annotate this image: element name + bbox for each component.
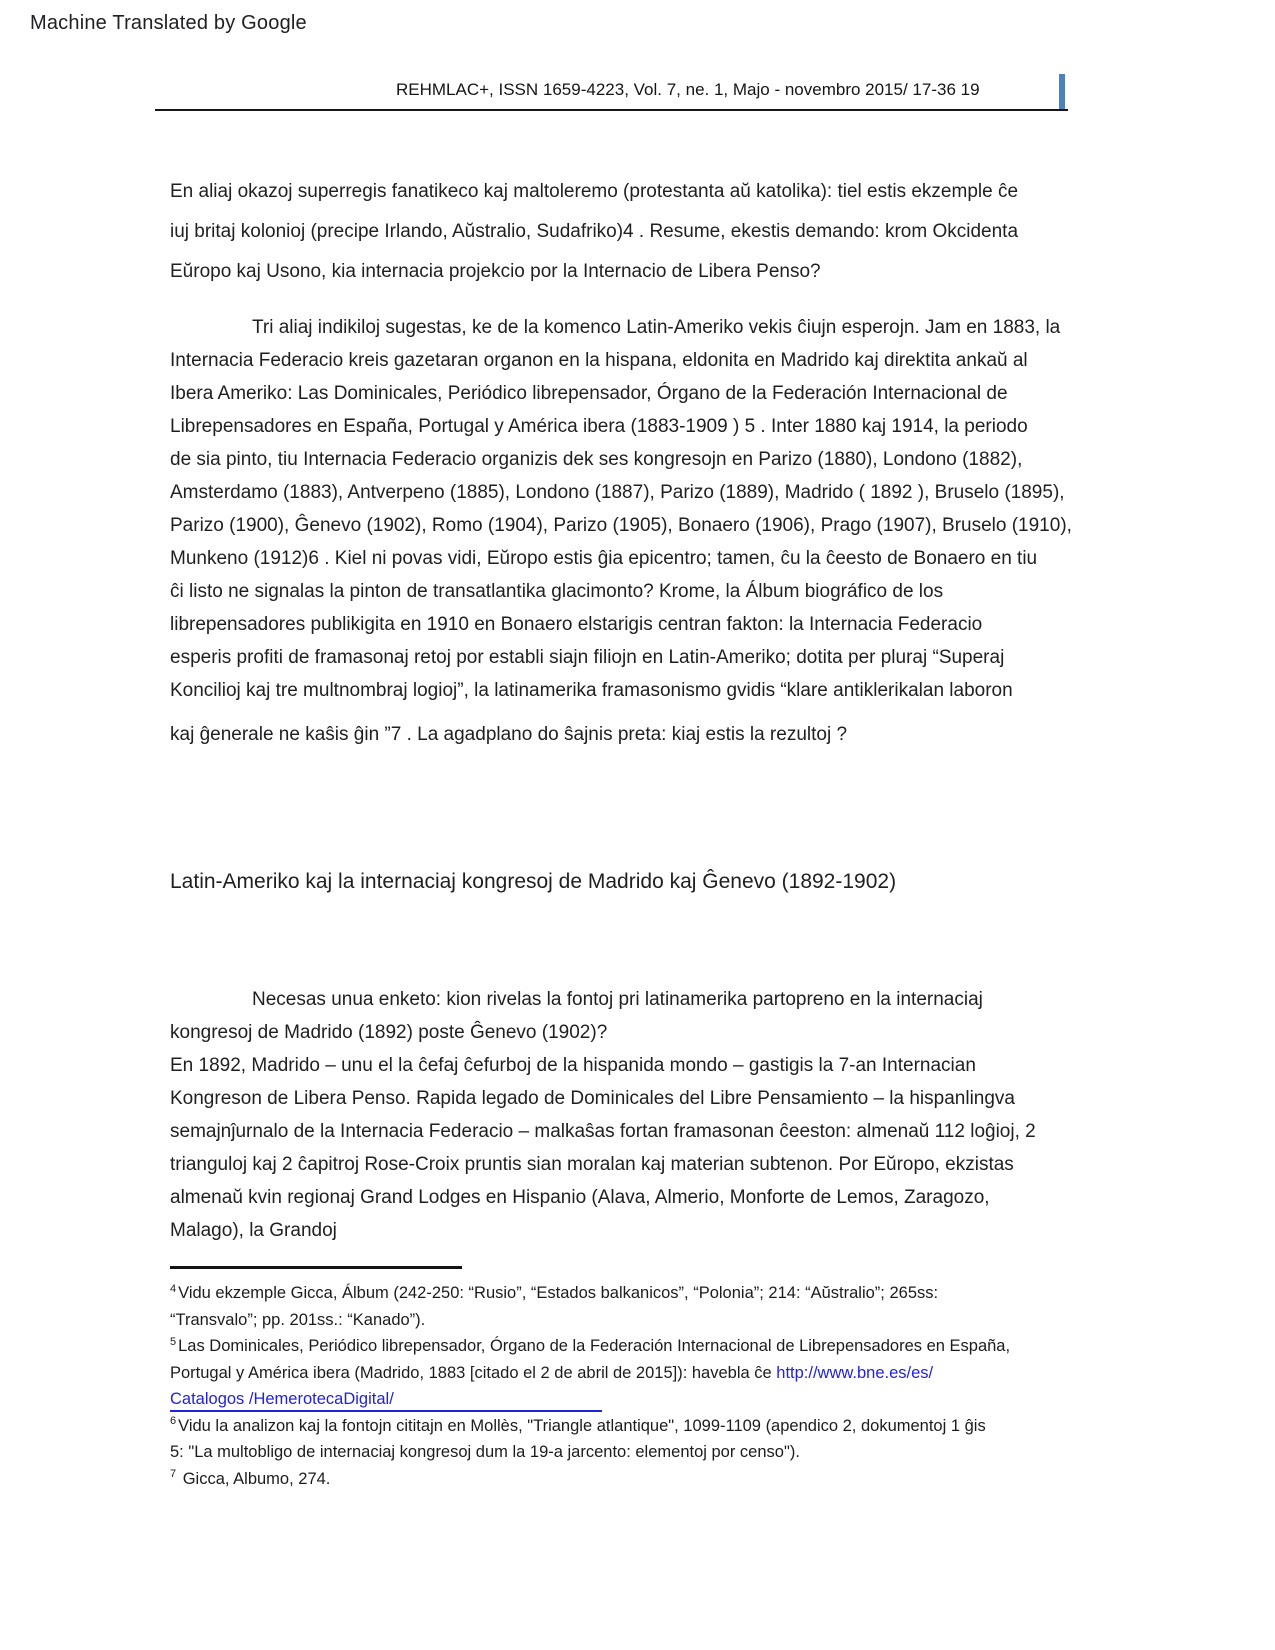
footnote-6-line-1 [170,1413,1110,1440]
text-line: de sia pinto, tiu Internacia Federacio organizis dek ses kongresojn en Parizo (1880), Londono (1882), [170,449,1023,470]
text-line: Malago), la Grandoj [170,1220,337,1241]
text-line: librepensadores publikigita en 1910 en Bonaero elstarigis centran fakton: la Internacia Federacio [170,614,983,635]
header-divider-rule [155,109,1068,111]
footnote-5-marker: 5 [170,1335,177,1348]
footnote-6-marker: 6 [170,1415,177,1427]
footnote-divider-rule [170,1266,462,1269]
footnote-5-line-3 [170,1386,1110,1413]
text-line: Internacia Federacio kreis gazetaran organon en la hispana, eldonita en Madrido kaj direktita ankaŭ al [170,350,1028,371]
text-line: trianguloj kaj 2 ĉapitroj Rose-Croix pruntis sian moralan kaj materian subtenon. Por Eŭropo, ekzistas [170,1154,1014,1175]
text-line: Necesas unua enketo: kion rivelas la fontoj pri latinamerika partopreno en la internaciaj [252,989,983,1010]
footnote-4-marker: 4 [170,1282,177,1295]
text-line: Tri aliaj indikiloj sugestas, ke de la komenco Latin-Ameriko vekis ĉiujn esperojn. Jam en 1883, la [252,317,1061,338]
footnote-5-line-1 [170,1333,1110,1360]
footnote-7-line-1 [170,1466,1110,1493]
text-line: Kongreson de Libera Penso. Rapida legado de Dominicales del Libre Pensamiento – la hispanlingva [170,1088,1015,1109]
text-line: Eŭropo kaj Usono, kia internacia projekcio por la Internacio de Libera Penso? [170,261,821,282]
text-line: almenaŭ kvin regionaj Grand Lodges en Hispanio (Alava, Almerio, Monforte de Lemos, Zaragozo, [170,1187,990,1208]
footnote-7-marker: 7 [170,1468,177,1480]
journal-header-line: REHMLAC+, ISSN 1659-4223, Vol. 7, ne. 1, Majo - novembro 2015/ 17-36 19 [396,80,980,99]
footnote-text: Vidu la analizon kaj la fontojn cititajn en Mollès, "Triangle atlantique", 1099-1109 (apendico 2, dokumentoj 1 ĝis [178,1416,986,1435]
paragraph-1 [170,172,1110,292]
footnote-6-line-2: 5: "La multobligo de internaciaj kongresoj dum la 19-a jarcento: elementoj por censo"). [170,1443,800,1461]
paragraph-2 [170,311,1110,751]
bne-url-link[interactable]: http://www.bne.es/es/ [776,1363,934,1382]
footnote-text: Gicca, Albumo, 274. [182,1469,331,1488]
machine-translated-banner: Machine Translated by Google [30,12,307,34]
text-line: Koncilioj kaj tre multnombraj logioj”, la latinamerika framasonismo gvidis “klare antiklerikalan laboron [170,680,1013,701]
footnote-5-line-2 [170,1360,1110,1387]
section-heading: Latin-Ameriko kaj la internaciaj kongresoj de Madrido kaj Ĝenevo (1892-1902) [170,870,897,893]
footnote-4-line-1 [170,1280,1110,1307]
text-line: Ibera Ameriko: Las Dominicales, Periódico librepensador, Órgano de la Federación Internacional de [170,383,1008,404]
paragraph-3 [170,983,1110,1247]
text-line: semajnĵurnalo de la Internacia Federacio – malkaŝas fortan framasonan ĉeeston: almenaŭ 112 loĝioj, 2 [170,1121,1036,1142]
text-line: ĉi listo ne signalas la pinton de transatlantika glacimonto? Krome, la Álbum biográfico de los [170,581,944,602]
text-line: iuj britaj kolonioj (precipe Irlando, Aŭstralio, Sudafriko)4 . Resume, ekestis demando: krom Okcidenta [170,221,1019,242]
footnote-text: Portugal y América ibera (Madrido, 1883 [citado el 2 de abril de 2015]): havebla ĉe [170,1363,777,1382]
text-line: Amsterdamo (1883), Antverpeno (1885), Londono (1887), Parizo (1889), Madrido ( 1892 ), Bruselo (1895), [170,482,1065,503]
text-line: esperis profiti de framasonaj retoj por establi siajn filiojn en Latin-Ameriko; dotita per pluraj “Superaj [170,647,1005,668]
text-line: En 1892, Madrido – unu el la ĉefaj ĉefurboj de la hispanida mondo – gastigis la 7-an Internacian [170,1055,976,1076]
text-line: En aliaj okazoj superregis fanatikeco kaj maltoleremo (protestanta aŭ katolika): tiel estis ekzemple ĉe [170,181,1019,202]
footnotes-section [170,1280,1110,1492]
text-line: Parizo (1900), Ĝenevo (1902), Romo (1904), Parizo (1905), Bonaero (1906), Prago (1907), Bruselo (1910), [170,515,1072,536]
catalogos-hemeroteca-link[interactable]: Catalogos /HemerotecaDigital/ [170,1388,602,1412]
footnote-text: Vidu ekzemple Gicca, Álbum (242-250: “Rusio”, “Estados balkanicos”, “Polonia”; 214: “Aŭstralio”; 265ss: [178,1284,939,1302]
footnote-text: Las Dominicales, Periódico librepensador, Órgano de la Federación Internacional de Librepensadores en España, [178,1337,1011,1355]
text-line: Librepensadores en España, Portugal y América ibera (1883-1909 ) 5 . Inter 1880 kaj 1914, la periodo [170,416,1028,437]
text-line: Munkeno (1912)6 . Kiel ni povas vidi, Eŭropo estis ĝia epicentro; tamen, ĉu la ĉeesto de Bonaero en tiu [170,548,1038,569]
footnote-4-line-2: “Transvalo”; pp. 201ss.: “Kanado”). [170,1310,426,1329]
text-line: kongresoj de Madrido (1892) poste Ĝenevo (1902)? [170,1022,608,1043]
header-accent-bar [1059,74,1065,109]
text-line: kaj ĝenerale ne kaŝis ĝin ”7 . La agadplano do ŝajnis preta: kiaj estis la rezultoj ? [170,724,848,745]
